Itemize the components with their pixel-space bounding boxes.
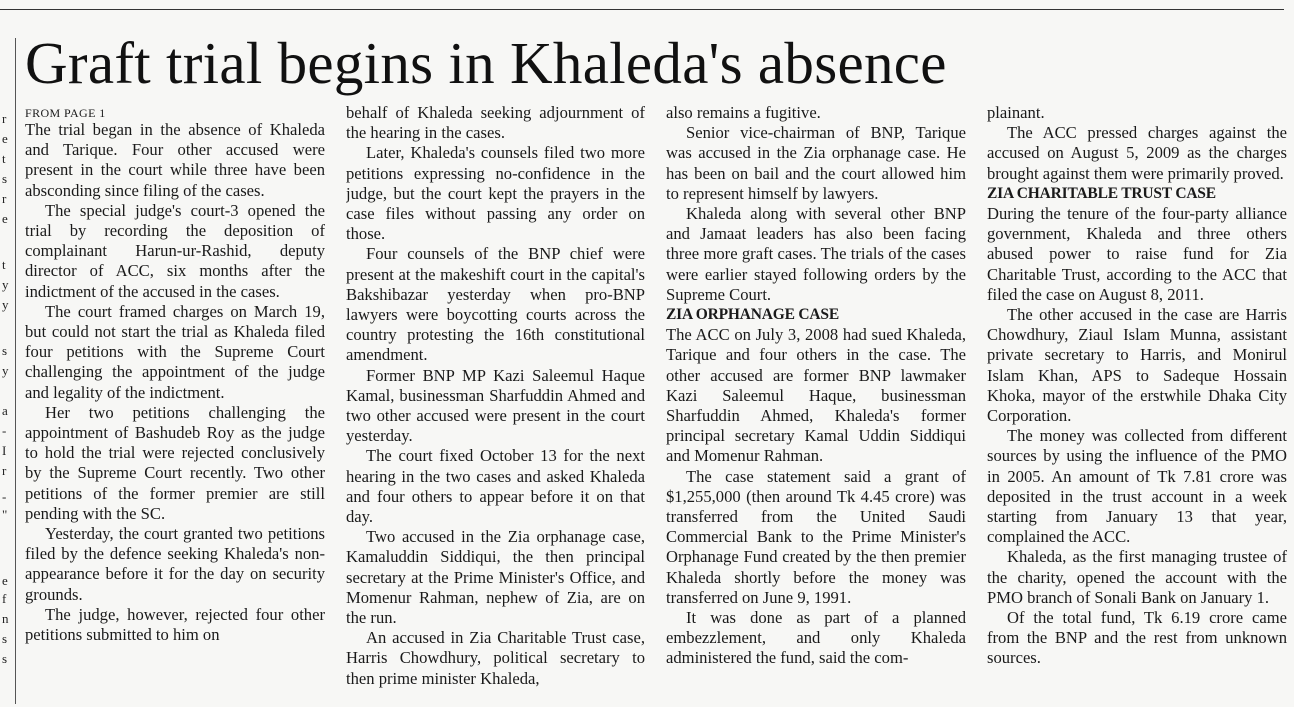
paragraph: Of the total fund, Tk 6.19 crore came from the BNP and the rest from unknown sources. <box>987 608 1287 668</box>
paragraph: The court fixed October 13 for the next hearing in the two cases and asked Khaleda and four others to appear before it on that day. <box>346 446 645 527</box>
subheading-orphanage-case: ZIA ORPHANAGE CASE <box>666 306 839 324</box>
gutter-fragment: y <box>2 363 9 378</box>
article-column-4 <box>987 103 1287 704</box>
gutter-fragment: r <box>2 111 7 126</box>
paragraph: The trial began in the absence of Khaleda and Tarique. Four other accused were present in the court while three have been absconding since filing of the cases. <box>25 120 325 200</box>
article-column-2 <box>346 103 645 704</box>
paragraph: The special judge's court-3 opened the trial by recording the deposition of complainant Harun-ur-Rashid, deputy director of ACC, six months after the indictment of the accused in the cases. <box>25 200 325 301</box>
gutter-fragment: r <box>2 463 7 478</box>
gutter-fragment: - <box>2 489 7 504</box>
paragraph: behalf of Khaleda seeking adjournment of the hearing in the cases. <box>346 103 645 143</box>
paragraph: An accused in Zia Charitable Trust case, Harris Chowdhury, political secretary to then prime minister Khaleda, <box>346 628 645 688</box>
gutter-fragment: s <box>2 631 8 646</box>
article-column-3 <box>666 103 966 704</box>
paragraph: Former BNP MP Kazi Saleemul Haque Kamal, businessman Sharfuddin Ahmed and two other accused were present in the court yesterday. <box>346 365 645 446</box>
paragraph: The court framed charges on March 19, but could not start the trial as Khaleda filed four petitions with the Supreme Court challenging the appointment of the judge and legality of the indictment. <box>25 301 325 402</box>
paragraph: The ACC on July 3, 2008 had sued Khaleda, Tarique and four others in the case. The other accused are former BNP lawmaker Kazi Saleemul Haque, businessman Sharfuddin Ahmed, Khaleda's former principal secretary Kamal Uddin Siddiqui and Momenur Rahman. <box>666 325 966 466</box>
left-column-rule <box>15 38 16 704</box>
gutter-fragment: r <box>2 191 7 206</box>
gutter-fragment: y <box>2 297 9 312</box>
gutter-fragment: f <box>2 591 7 606</box>
article-column-1 <box>25 106 325 707</box>
gutter-fragment: t <box>2 151 6 166</box>
paragraph: Khaleda along with several other BNP and Jamaat leaders has also been facing three more graft cases. The trials of the cases were earlier stayed following orders by the Supreme Court. <box>666 204 966 304</box>
gutter-fragment: s <box>2 171 8 186</box>
gutter-fragment: a <box>2 403 8 418</box>
paragraph: plainant. <box>987 103 1045 122</box>
headline: Graft trial begins in Khaleda's absence <box>25 30 947 96</box>
paragraph: During the tenure of the four-party alliance government, Khaleda and three others abused power to raise fund for Zia Charitable Trust, according to the ACC that filed the case on August 8, 2011. <box>987 204 1287 304</box>
paragraph: Senior vice-chairman of BNP, Tarique was accused in the Zia orphanage case. He has been on bail and the court allowed him to represent himself by lawyers. <box>666 123 966 203</box>
paragraph: The judge, however, rejected four other petitions submitted to him on <box>25 604 325 645</box>
paragraph: The ACC pressed charges against the accused on August 5, 2009 as the charges brought against them were primarily proved. <box>987 123 1287 183</box>
paragraph: Two accused in the Zia orphanage case, Kamaluddin Siddiqui, the then principal secretary at the Prime Minister's Office, and Momenur Rahman, nephew of Zia, are on the run. <box>346 527 645 628</box>
paragraph: The other accused in the case are Harris Chowdhury, Ziaul Islam Munna, assistant private secretary to Harris, and Monirul Islam Khan, APS to Sadeque Hossain Khoka, mayor of the erstwhile Dhaka City Corporation. <box>987 305 1287 426</box>
paragraph: also remains a fugitive. <box>666 103 821 122</box>
gutter-fragment: t <box>2 257 6 272</box>
paragraph: Yesterday, the court granted two petitions filed by the defence seeking Khaleda's non-appearance before it for the day on security grounds. <box>25 524 325 604</box>
gutter-fragment: I <box>2 443 7 458</box>
paragraph: The money was collected from different sources by using the influence of the PMO in 2005. An amount of Tk 7.81 crore was deposited in the trust account in a week starting from January 13 that year, complained the ACC. <box>987 426 1287 547</box>
gutter-fragment: - <box>2 423 7 438</box>
jump-kicker: FROM PAGE 1 <box>25 106 106 120</box>
gutter-fragment: e <box>2 211 8 226</box>
gutter-fragment: " <box>2 507 8 522</box>
paragraph: Four counsels of the BNP chief were present at the makeshift court in the capital's Bakshibazar yesterday when pro-BNP lawyers were boycotting courts across the country protesting the 16th constitutional amendment. <box>346 244 645 365</box>
gutter-fragment: e <box>2 573 8 588</box>
paragraph: The case statement said a grant of $1,255,000 (then around Tk 4.45 crore) was transferred from the United Saudi Commercial Bank to the Prime Minister's Orphanage Fund created by the then premier Khaleda shortly before the money was transferred on June 9, 1991. <box>666 466 966 607</box>
gutter-fragment: s <box>2 651 8 666</box>
paragraph: Her two petitions challenging the appointment of Bashudeb Roy as the judge to hold the trial were rejected conclusively by the Supreme Court recently. Two other petitions of the former premier are still pending with the SC. <box>25 402 325 523</box>
paragraph: Khaleda, as the first managing trustee of the charity, opened the account with the PMO branch of Sonali Bank on January 1. <box>987 547 1287 607</box>
cropped-adjacent-column <box>0 112 12 704</box>
gutter-fragment: e <box>2 131 8 146</box>
gutter-fragment: y <box>2 277 9 292</box>
paragraph: It was done as part of a planned embezzlement, and only Khaleda administered the fund, said the com- <box>666 608 966 668</box>
gutter-fragment: n <box>2 611 9 626</box>
subheading-charitable-trust-case: ZIA CHARITABLE TRUST CASE <box>987 184 1216 202</box>
top-rule <box>0 9 1284 10</box>
gutter-fragment: s <box>2 343 8 358</box>
paragraph: Later, Khaleda's counsels filed two more petitions expressing no-confidence in the judge, but the court kept the prayers in the case files without passing any order on those. <box>346 143 645 244</box>
